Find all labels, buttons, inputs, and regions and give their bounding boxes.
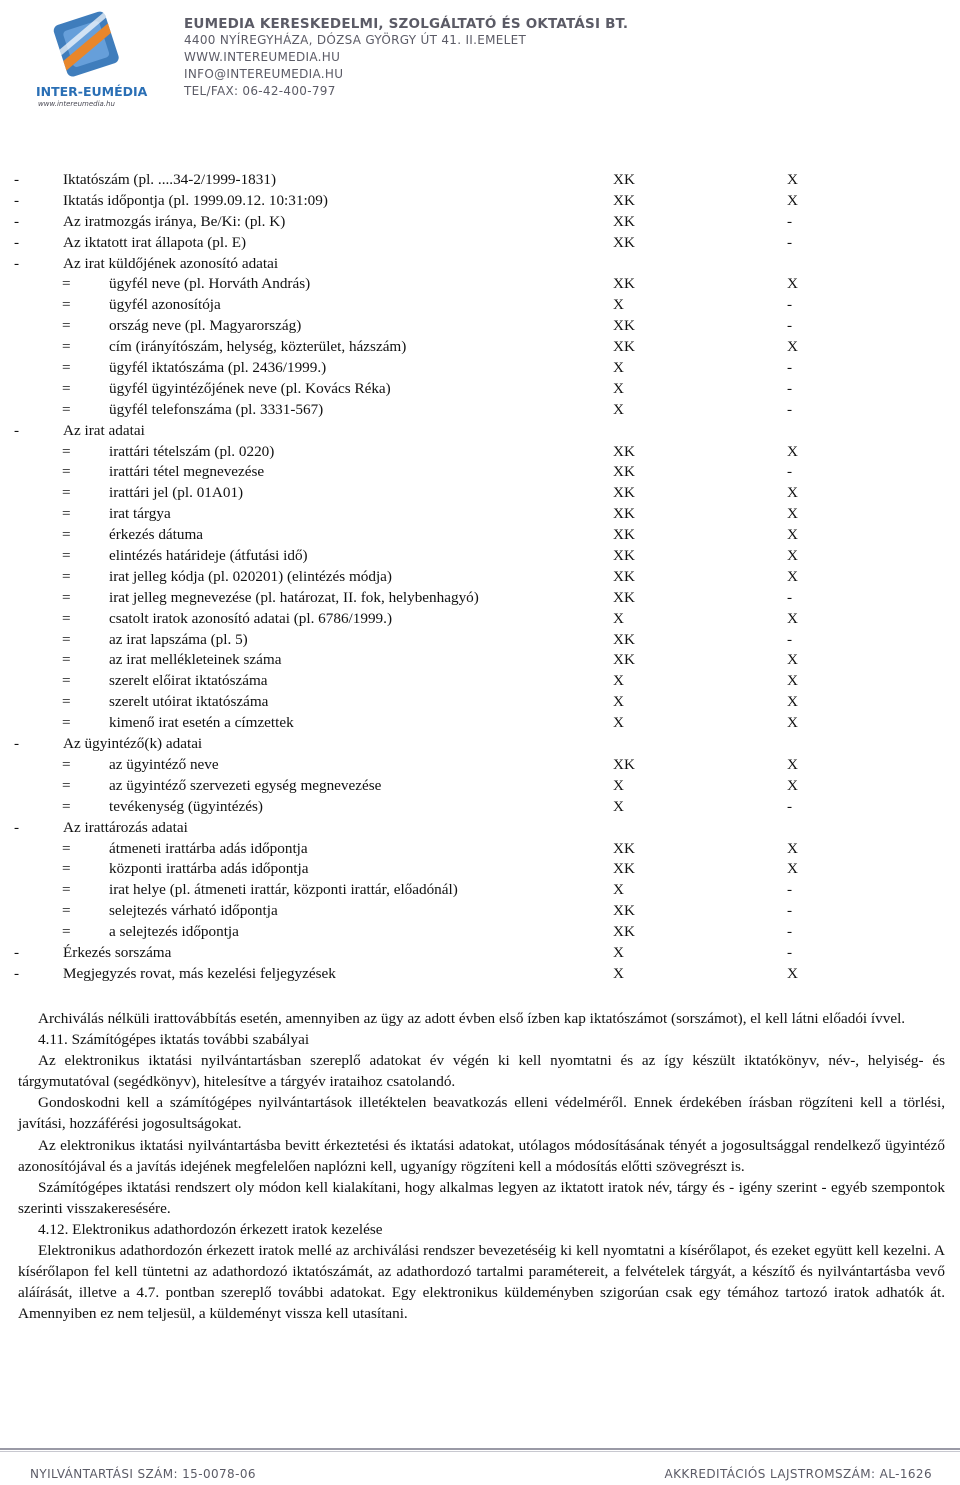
field-col2-value: - xyxy=(787,400,793,418)
field-row xyxy=(0,567,960,588)
field-col1-value: XK xyxy=(613,233,635,251)
field-label: az irat mellékleteinek száma xyxy=(109,651,282,669)
field-col1-value: XK xyxy=(613,505,635,523)
field-marker: = xyxy=(62,630,71,648)
field-row xyxy=(0,483,960,504)
company-web: WWW.INTEREUMEDIA.HU xyxy=(184,50,341,64)
field-label: Iktatószám (pl. ....34-2/1999-1831) xyxy=(63,171,277,188)
field-col1-value: XK xyxy=(613,171,635,188)
paragraph: Az elektronikus iktatási nyilvántartásban szereplő adatokat év végén ki kell nyomtatni és az így készült iktatókönyv, név-, helyiség- és tárgymutatóval (segédkönyv), hitelesítve a tárgyév irataihoz csatolandó. xyxy=(18,1052,945,1091)
field-marker: = xyxy=(62,505,71,523)
field-row xyxy=(0,964,960,985)
company-email: INFO@INTEREUMEDIA.HU xyxy=(184,67,344,81)
field-marker: = xyxy=(62,379,71,397)
field-marker: - xyxy=(14,254,20,272)
field-col1-value: XK xyxy=(613,588,635,606)
field-row xyxy=(0,609,960,630)
field-label: Az ügyintéző(k) adatai xyxy=(63,735,203,753)
field-col2-value: X xyxy=(787,484,798,502)
field-row xyxy=(0,880,960,901)
field-col2-value: X xyxy=(787,191,798,209)
field-label: csatolt iratok azonosító adatai (pl. 6786/1999.) xyxy=(109,609,393,627)
field-col1-value: XK xyxy=(613,212,635,230)
paragraph: Elektronikus adathordozón érkezett iratok mellé az archiválási rendszer bevezetéséig ki kell nyomtatni a kísérőlapot, és ezeket együtt kell kezelni. A kísérőlapon fel kell tüntetni az adathordozó iktatószámát, az adathordozó tartalmi paramétereit, a felvételek tárgyát, a készítő és nyilvántartásba vevő aláírását, illetve a 4.7. pontban szereplő további adatokat. Egy elektronikus küldeményben szigorúan csak egy témához tartozó iratok adhatók át. Amennyiben ez nem teljesül, a küldeményt vissza kell utasítani. xyxy=(18,1242,945,1323)
field-label: irat jelleg kódja (pl. 020201) (elintézés módja) xyxy=(109,567,392,585)
field-col2-value: X xyxy=(787,567,798,585)
field-row xyxy=(0,797,960,818)
field-col2-value: X xyxy=(787,714,798,732)
field-row xyxy=(0,504,960,525)
field-col1-value: XK xyxy=(613,191,635,209)
field-col2-value: - xyxy=(787,923,793,941)
field-col1-value: X xyxy=(613,400,624,418)
field-col1-value: XK xyxy=(613,526,635,544)
field-row xyxy=(0,170,960,191)
field-marker: = xyxy=(62,296,71,314)
logo-url-text: www.intereumedia.hu xyxy=(38,100,115,108)
field-col1-value: X xyxy=(613,943,624,961)
paragraph: Az elektronikus iktatási nyilvántartásba bevitt érkeztetési és iktatási adatokat, utólagos módosításának tényét a jogosultsággal rendelkező ügyintéző azonosítójával és a javítás idejének megfelelően naplózni kell, ugyanígy rögzíteni kell a módosítás előtti szövegrészt is. xyxy=(18,1136,945,1175)
field-col2-value: X xyxy=(787,755,798,773)
field-marker: = xyxy=(62,902,71,920)
field-label: ügyfél telefonszáma (pl. 3331-567) xyxy=(109,400,324,418)
field-row xyxy=(0,421,960,442)
page-header xyxy=(0,0,960,120)
field-col2-value: X xyxy=(787,839,798,857)
field-label: átmeneti irattárba adás időpontja xyxy=(109,839,308,857)
field-marker: - xyxy=(14,421,20,439)
field-col2-value: X xyxy=(787,171,798,188)
field-col2-value: - xyxy=(787,233,793,251)
field-marker: = xyxy=(62,714,71,732)
field-list xyxy=(0,170,960,985)
field-marker: - xyxy=(14,171,20,188)
field-col2-value: - xyxy=(787,296,793,314)
field-marker: - xyxy=(14,943,20,961)
paragraph: 4.12. Elektronikus adathordozón érkezett iratok kezelése xyxy=(38,1220,383,1238)
field-label: ügyfél azonosítója xyxy=(109,296,221,314)
field-col2-value: X xyxy=(787,609,798,627)
field-row xyxy=(0,546,960,567)
field-col2-value: X xyxy=(787,651,798,669)
field-row xyxy=(0,295,960,316)
field-marker: = xyxy=(62,923,71,941)
field-col1-value: X xyxy=(613,776,624,794)
field-col2-value: - xyxy=(787,588,793,606)
field-col2-value: - xyxy=(787,943,793,961)
field-label: irattári tételszám (pl. 0220) xyxy=(109,442,275,460)
field-row xyxy=(0,442,960,463)
company-name: EUMEDIA KERESKEDELMI, SZOLGÁLTATÓ ÉS OKTATÁSI BT. xyxy=(184,16,629,32)
field-col2-value: - xyxy=(787,317,793,335)
field-col2-value: X xyxy=(787,672,798,690)
field-label: irattári jel (pl. 01A01) xyxy=(109,484,244,502)
field-col1-value: X xyxy=(613,296,624,314)
field-col1-value: X xyxy=(613,359,624,377)
field-col1-value: X xyxy=(613,672,624,690)
paragraph: 4.11. Számítógépes iktatás további szabályai xyxy=(38,1031,310,1049)
field-marker: = xyxy=(62,275,71,293)
field-row xyxy=(0,818,960,839)
field-label: ügyfél neve (pl. Horváth András) xyxy=(109,275,311,293)
field-row xyxy=(0,191,960,212)
field-label: Az irattározás adatai xyxy=(63,818,188,836)
field-marker: = xyxy=(62,463,71,481)
field-marker: - xyxy=(14,818,20,836)
field-row xyxy=(0,692,960,713)
field-label: ügyfél iktatószáma (pl. 2436/1999.) xyxy=(109,359,327,377)
field-col2-value: X xyxy=(787,964,798,982)
field-marker: = xyxy=(62,338,71,356)
field-col2-value: - xyxy=(787,630,793,648)
field-col1-value: XK xyxy=(613,275,635,293)
field-col1-value: X xyxy=(613,714,624,732)
field-marker: = xyxy=(62,651,71,669)
field-marker: = xyxy=(62,567,71,585)
field-col1-value: XK xyxy=(613,860,635,878)
field-col2-value: - xyxy=(787,463,793,481)
field-col1-value: XK xyxy=(613,755,635,773)
field-col2-value: - xyxy=(787,797,793,815)
field-col2-value: X xyxy=(787,860,798,878)
field-row xyxy=(0,922,960,943)
field-col2-value: X xyxy=(787,547,798,565)
field-row xyxy=(0,943,960,964)
field-row xyxy=(0,462,960,483)
field-col1-value: XK xyxy=(613,463,635,481)
field-col1-value: XK xyxy=(613,902,635,920)
field-row xyxy=(0,734,960,755)
field-col1-value: XK xyxy=(613,567,635,585)
field-marker: = xyxy=(62,317,71,335)
field-col2-value: X xyxy=(787,526,798,544)
company-logo xyxy=(28,8,158,108)
field-col2-value: - xyxy=(787,902,793,920)
field-marker: - xyxy=(14,964,20,982)
field-row xyxy=(0,212,960,233)
field-row xyxy=(0,379,960,400)
paragraph: Számítógépes iktatási rendszert oly módon kell kialakítani, hogy alkalmas legyen az iktatott iratok név, tárgy és - igény szerint - egyéb szempontok szerinti visszakeresésére. xyxy=(18,1178,945,1217)
company-address: 4400 NYÍREGYHÁZA, DÓZSA GYÖRGY ÚT 41. II.EMELET xyxy=(184,33,527,47)
field-marker: = xyxy=(62,776,71,794)
field-label: szerelt előirat iktatószáma xyxy=(109,672,268,690)
field-col1-value: XK xyxy=(613,317,635,335)
field-row xyxy=(0,713,960,734)
registration-number: NYILVÁNTARTÁSI SZÁM: 15-0078-06 xyxy=(30,1467,256,1481)
field-marker: = xyxy=(62,693,71,711)
field-row xyxy=(0,400,960,421)
field-marker: = xyxy=(62,526,71,544)
company-info xyxy=(184,16,628,100)
field-marker: - xyxy=(14,212,20,230)
field-col2-value: - xyxy=(787,881,793,899)
field-col1-value: XK xyxy=(613,923,635,941)
field-label: irat jelleg megnevezése (pl. határozat, II. fok, helybenhagyó) xyxy=(109,588,479,606)
field-row xyxy=(0,274,960,295)
field-col2-value: - xyxy=(787,379,793,397)
field-col1-value: XK xyxy=(613,651,635,669)
field-label: cím (irányítószám, helység, közterület, házszám) xyxy=(109,338,407,356)
field-marker: = xyxy=(62,797,71,815)
field-col1-value: X xyxy=(613,379,624,397)
logo-graphic xyxy=(28,8,158,108)
field-col2-value: X xyxy=(787,275,798,293)
field-label: ország neve (pl. Magyarország) xyxy=(109,317,302,335)
field-label: selejtezés várható időpontja xyxy=(109,902,278,920)
field-marker: = xyxy=(62,860,71,878)
field-label: szerelt utóirat iktatószáma xyxy=(109,693,269,711)
field-row xyxy=(0,254,960,275)
field-marker: = xyxy=(62,400,71,418)
field-label: Érkezés sorszáma xyxy=(63,943,172,961)
field-row xyxy=(0,233,960,254)
paragraph: Archiválás nélküli irattovábbítás esetén, amennyiben az ügy az adott évben első ízben kap iktatószámot (sorszámot), el kell látni előadói ívvel. xyxy=(38,1010,906,1027)
field-col1-value: X xyxy=(613,693,624,711)
field-marker: = xyxy=(62,442,71,460)
field-label: Az iktatott irat állapota (pl. E) xyxy=(63,233,247,251)
field-row xyxy=(0,525,960,546)
field-label: az ügyintéző neve xyxy=(109,755,219,773)
field-col2-value: X xyxy=(787,505,798,523)
field-label: a selejtezés időpontja xyxy=(109,923,239,941)
field-label: irattári tétel megnevezése xyxy=(109,463,265,481)
field-marker: = xyxy=(62,359,71,377)
field-marker: = xyxy=(62,588,71,606)
field-label: az irat lapszáma (pl. 5) xyxy=(109,630,248,648)
paragraph: Gondoskodni kell a számítógépes nyilvántartások illetéktelen beavatkozás elleni védelméről. Ennek érdekében írásban rögzíteni kell a törlési, javítási, hozzáférési jogosultságokat. xyxy=(18,1094,945,1133)
field-row xyxy=(0,901,960,922)
field-marker: = xyxy=(62,755,71,773)
field-col2-value: - xyxy=(787,359,793,377)
accreditation-number: AKKREDITÁCIÓS LAJSTROMSZÁM: AL-1626 xyxy=(664,1467,932,1481)
field-label: érkezés dátuma xyxy=(109,526,204,544)
field-row xyxy=(0,316,960,337)
field-label: tevékenység (ügyintézés) xyxy=(109,797,263,815)
field-label: Az irat küldőjének azonosító adatai xyxy=(63,254,279,272)
field-col2-value: X xyxy=(787,776,798,794)
field-marker: - xyxy=(14,233,20,251)
logo-text: INTER-EUMÉDIA xyxy=(36,84,148,99)
field-label: Az iratmozgás iránya, Be/Ki: (pl. K) xyxy=(63,212,286,230)
field-col2-value: X xyxy=(787,693,798,711)
field-label: irat tárgya xyxy=(109,505,171,523)
field-row xyxy=(0,859,960,880)
field-row xyxy=(0,839,960,860)
field-col2-value: - xyxy=(787,212,793,230)
field-label: elintézés határideje (átfutási idő) xyxy=(109,547,308,565)
field-col1-value: XK xyxy=(613,442,635,460)
field-col1-value: XK xyxy=(613,547,635,565)
field-row xyxy=(0,358,960,379)
field-col1-value: XK xyxy=(613,338,635,356)
field-row xyxy=(0,337,960,358)
field-col1-value: XK xyxy=(613,839,635,857)
field-label: az ügyintéző szervezeti egység megnevezése xyxy=(109,776,382,794)
footer-divider xyxy=(0,1448,960,1450)
field-marker: - xyxy=(14,735,20,753)
field-col1-value: X xyxy=(613,964,624,982)
field-col1-value: XK xyxy=(613,484,635,502)
field-marker: - xyxy=(14,191,20,209)
field-label: Iktatás időpontja (pl. 1999.09.12. 10:31:09) xyxy=(63,191,328,209)
field-marker: = xyxy=(62,484,71,502)
field-col1-value: XK xyxy=(613,630,635,648)
field-marker: = xyxy=(62,547,71,565)
field-row xyxy=(0,650,960,671)
field-row xyxy=(0,630,960,651)
field-col1-value: X xyxy=(613,609,624,627)
field-row xyxy=(0,588,960,609)
field-col1-value: X xyxy=(613,797,624,815)
field-label: ügyfél ügyintézőjének neve (pl. Kovács Réka) xyxy=(109,379,391,397)
field-col2-value: X xyxy=(787,442,798,460)
field-col1-value: X xyxy=(613,881,624,899)
footer-divider-thin xyxy=(0,1451,960,1452)
company-phone: TEL/FAX: 06-42-400-797 xyxy=(184,84,336,98)
field-col2-value: X xyxy=(787,338,798,356)
field-label: irat helye (pl. átmeneti irattár, központi irattár, előadónál) xyxy=(109,881,458,899)
field-label: központi irattárba adás időpontja xyxy=(109,860,309,878)
field-row xyxy=(0,671,960,692)
field-label: Megjegyzés rovat, más kezelési feljegyzések xyxy=(63,964,336,982)
field-row xyxy=(0,755,960,776)
field-label: kimenő irat esetén a címzettek xyxy=(109,714,294,732)
body-text xyxy=(18,1008,945,1324)
field-marker: = xyxy=(62,881,71,899)
field-label: Az irat adatai xyxy=(63,421,145,439)
field-marker: = xyxy=(62,672,71,690)
field-marker: = xyxy=(62,839,71,857)
field-row xyxy=(0,776,960,797)
field-marker: = xyxy=(62,609,71,627)
